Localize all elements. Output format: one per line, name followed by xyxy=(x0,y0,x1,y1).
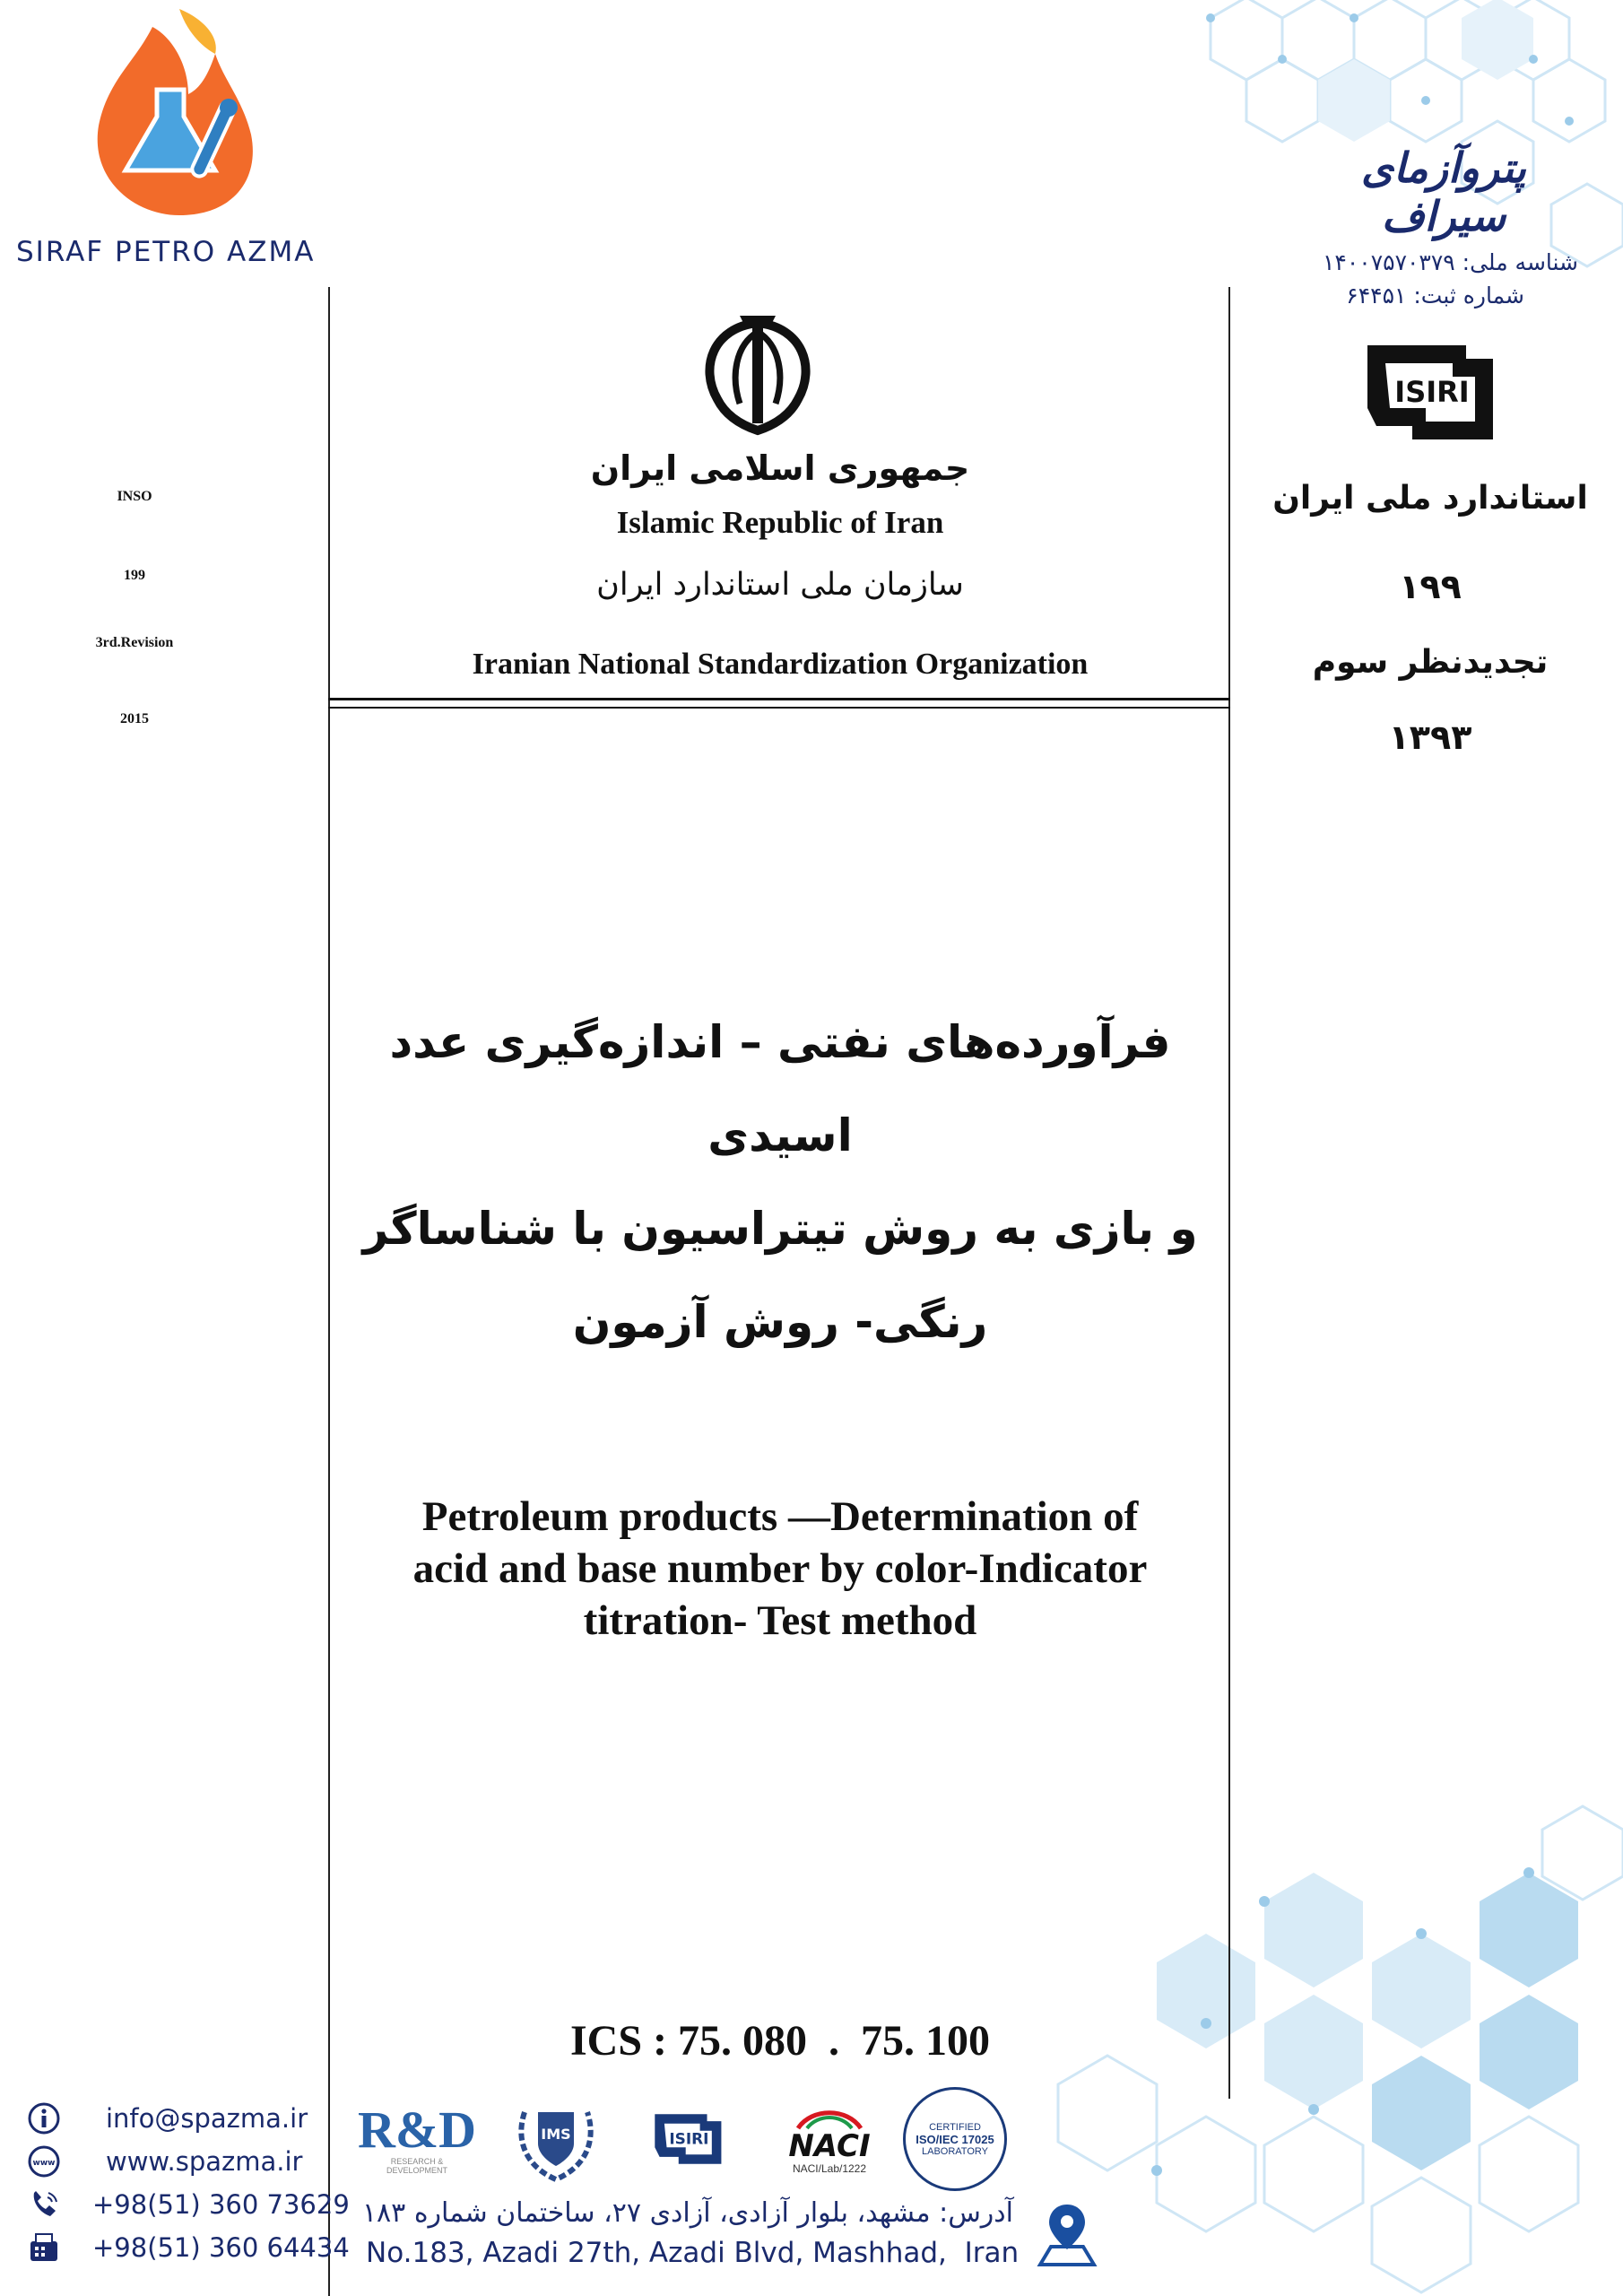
company-registration: شماره ثبت: ۶۴۴۵۱ xyxy=(1346,283,1524,309)
year-fa: ۱۳۹۳ xyxy=(1388,718,1472,757)
company-name-fa: پتروآزمای سیراف xyxy=(1361,144,1526,240)
contact-phone-2[interactable] xyxy=(27,2228,350,2267)
phone-icon xyxy=(27,2187,61,2222)
revision-label: 3rd.Revision xyxy=(95,635,174,650)
title-en-line2: acid and base number by color-Indicator xyxy=(412,1545,1148,1592)
naci-sub-text: NACI/Lab/1222 xyxy=(792,2162,867,2175)
title-fa-line1: فرآورده‌های نفتی – اندازه‌گیری عدد اسیدی xyxy=(389,1016,1171,1161)
isiri-small-logo xyxy=(646,2090,735,2188)
ims-logo xyxy=(502,2090,610,2188)
title-fa-line2: و بازی به روش تیتراسیون با شناساگر xyxy=(362,1203,1198,1255)
ims-wreath-icon xyxy=(507,2094,605,2184)
org-fa: سازمان ملی استاندارد ایران xyxy=(596,567,964,603)
standard-fa: استاندارد ملی ایران xyxy=(1272,480,1588,517)
ims-logo-text: IMS xyxy=(541,2126,571,2143)
revision-fa: تجدیدنظر سوم xyxy=(1312,644,1549,681)
standard-year: 2015 xyxy=(120,711,149,726)
iran-emblem-icon xyxy=(686,305,829,439)
title-fa-line3: رنگی- روش آزمون xyxy=(572,1296,988,1348)
header-rule-2 xyxy=(328,707,1230,709)
iso-bottom-text: LABORATORY xyxy=(922,2145,988,2157)
standard-number-fa: ۱۹۹ xyxy=(1399,567,1462,606)
isiri-logo-icon xyxy=(1358,327,1511,457)
email-text: info@spazma.ir xyxy=(106,2103,308,2134)
left-divider xyxy=(328,287,330,2296)
website-text: www.spazma.ir xyxy=(106,2146,303,2177)
title-en-line1: Petroleum products —Determination of xyxy=(421,1493,1139,1540)
svg-text:ISIRI: ISIRI xyxy=(1394,375,1470,409)
svg-text:www: www xyxy=(32,2159,56,2168)
ics-code: ICS : 75. 080 . 75. 100 xyxy=(569,2017,991,2065)
republic-fa: جمهوری اسلامی ایران xyxy=(590,448,970,488)
rd-logo-sub2: DEVELOPMENT xyxy=(386,2166,447,2175)
standard-number: 199 xyxy=(124,568,145,583)
naci-logo xyxy=(780,2090,879,2188)
flask-flame-logo-icon xyxy=(72,0,269,224)
title-en xyxy=(332,1491,1228,1647)
contact-website[interactable] xyxy=(27,2142,302,2181)
contact-email[interactable] xyxy=(27,2099,308,2138)
address-fa: آدرس: مشهد، بلوار آزادی، آزادی ۲۷، ساختمان شماره ۱۸۳ xyxy=(361,2197,1013,2229)
rd-logo xyxy=(357,2090,477,2188)
svg-text:ISIRI: ISIRI xyxy=(669,2129,709,2148)
right-divider xyxy=(1228,287,1230,2099)
org-en: Iranian National Standardization Organization xyxy=(472,648,1089,681)
globe-icon xyxy=(27,2144,61,2179)
location-map-icon xyxy=(1031,2197,1103,2269)
phone1-text: +98(51) 360 73629 xyxy=(92,2189,350,2220)
company-name-en: SIRAF PETRO AZMA xyxy=(16,236,316,268)
iso-top-text: CERTIFIED xyxy=(929,2121,981,2133)
republic-en: Islamic Republic of Iran xyxy=(616,505,944,540)
company-national-id: شناسه ملی: ۱۴۰۰۷۵۷۰۳۷۹ xyxy=(1323,249,1578,275)
info-icon xyxy=(27,2101,61,2135)
rd-logo-sub1: RESEARCH & xyxy=(390,2157,444,2166)
iso-text: ISO/IEC 17025 xyxy=(916,2132,994,2146)
naci-text: NACI xyxy=(788,2128,871,2164)
naci-arc-icon xyxy=(789,2103,870,2130)
rd-logo-text: R&D xyxy=(357,2100,477,2159)
title-fa xyxy=(332,996,1228,1369)
header-rule-1 xyxy=(328,698,1230,700)
company-logo xyxy=(0,0,341,278)
address-en: No.183, Azadi 27th, Azadi Blvd, Mashhad, Iran xyxy=(366,2237,1020,2269)
fax-icon xyxy=(27,2231,61,2265)
isiri-small-icon xyxy=(650,2103,731,2175)
contact-phone-1[interactable] xyxy=(27,2185,350,2224)
iso-logo xyxy=(901,2090,1009,2188)
phone2-text: +98(51) 360 64434 xyxy=(92,2232,350,2263)
inso-label: INSO xyxy=(117,489,152,504)
title-en-line3: titration- Test method xyxy=(583,1597,977,1644)
